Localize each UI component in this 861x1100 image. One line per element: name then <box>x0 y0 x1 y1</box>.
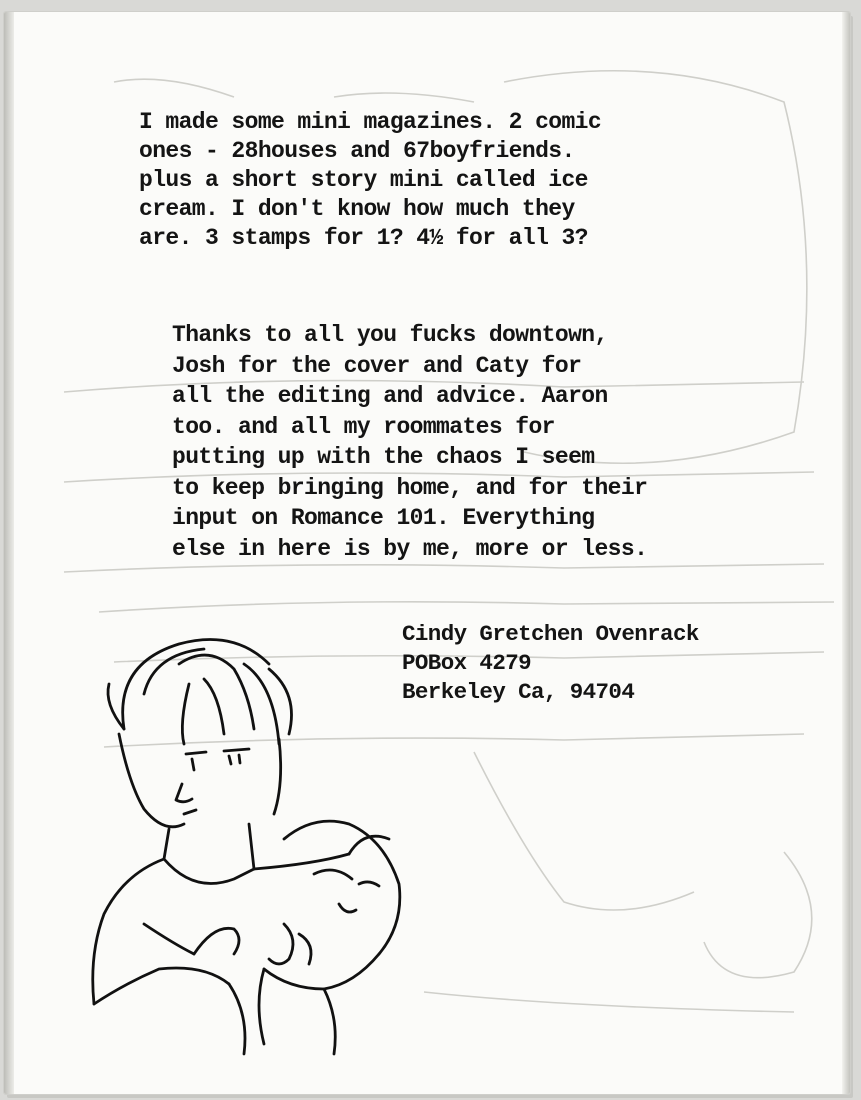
text-line: Josh for the cover and Caty for <box>172 352 582 379</box>
thanks-paragraph <box>172 320 647 564</box>
text-line: plus a short story mini called ice <box>139 167 588 193</box>
text-line: else in here is by me, more or less. <box>172 535 648 562</box>
text-line: all the editing and advice. Aaron <box>172 383 608 409</box>
zine-page <box>4 12 850 1094</box>
intro-paragraph <box>139 108 601 253</box>
mailing-address <box>402 620 699 707</box>
text-line: Thanks to all you fucks downtown, <box>172 322 608 348</box>
text-line: cream. I don't know how much they <box>139 196 575 222</box>
text-line: to keep bringing home, and for their <box>172 474 648 501</box>
text-line: putting up with the chaos I seem <box>172 444 595 470</box>
text-line: I made some mini magazines. 2 comic <box>139 109 602 135</box>
text-line: ones - 28houses and 67boyfriends. <box>139 138 575 164</box>
text-line: are. 3 stamps for 1? 4½ for all 3? <box>139 225 588 251</box>
address-po-box: POBox 4279 <box>402 650 532 676</box>
sketch-illustration <box>84 624 424 1074</box>
text-line: input on Romance 101. Everything <box>172 505 595 531</box>
address-name: Cindy Gretchen Ovenrack <box>402 621 699 647</box>
address-city-zip: Berkeley Ca, 94704 <box>402 679 635 705</box>
text-line: too. and all my roommates for <box>172 413 555 440</box>
